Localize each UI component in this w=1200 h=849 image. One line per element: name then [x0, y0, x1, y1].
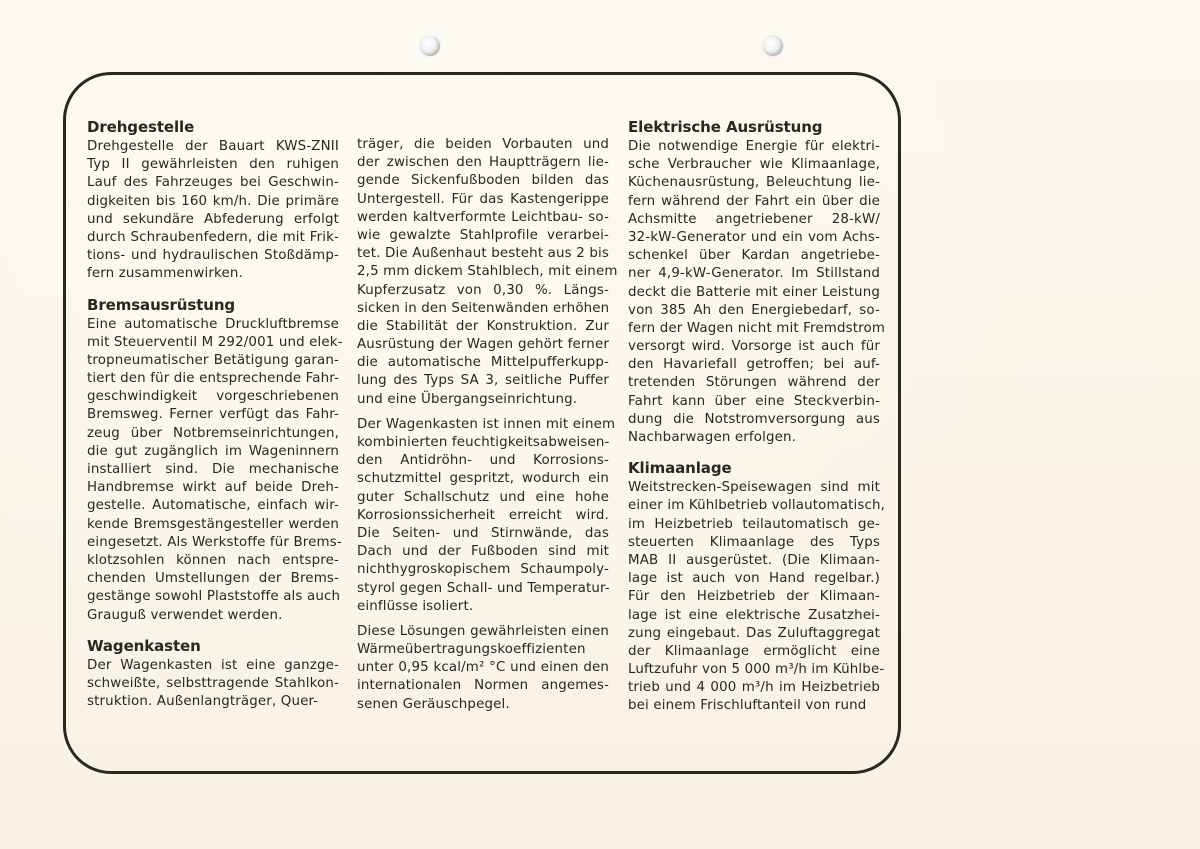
section	[87, 637, 339, 712]
text-line: guter Schallschutz und eine hohe	[357, 489, 609, 505]
text-line: Die Seiten- und Stirnwände, das	[357, 525, 609, 541]
text-line: Luftzufuhr von 5 000 m³/h im Kühlbe-	[628, 662, 885, 678]
text-line: der Klimaanlage ermöglicht eine	[628, 643, 880, 659]
paragraph	[357, 136, 618, 409]
text-line: Wärmeübertragungskoeffizienten	[357, 642, 586, 658]
text-line: steuerten Klimaanlage des Typs	[628, 534, 880, 550]
text-line: deckt die Batterie mit einer Leistung	[628, 284, 880, 300]
text-line: gende Sickenfußboden bilden das	[357, 173, 609, 189]
text-line: versorgt wird. Vorsorge ist auch für	[628, 339, 880, 355]
text-line: Achsmitte angetriebener 28-kW/	[628, 211, 880, 227]
text-line: tropneumatischer Betätigung garan-	[87, 352, 339, 368]
paragraph	[357, 623, 609, 714]
section-heading: Wagenkasten	[87, 636, 201, 655]
text-line: fern der Wagen nicht mit Fremdstrom	[628, 320, 886, 336]
text-line: 32-kW-Generator und ein vom Achs-	[628, 229, 880, 245]
text-line: Diese Lösungen gewährleisten einen	[357, 623, 609, 639]
column-1	[87, 118, 343, 711]
text-line: lung des Typs SA 3, seitliche Puffer	[357, 373, 609, 389]
text-line: Lauf des Fahrzeuges bei Geschwin-	[87, 175, 339, 191]
text-line: die gut zugänglich im Wageninnern	[87, 443, 339, 459]
text-line: struktion. Außenlangträger, Quer-	[87, 694, 319, 710]
text-line: Küchenausrüstung, Beleuchtung lie-	[628, 175, 880, 191]
paragraph	[628, 479, 886, 715]
paragraph	[87, 316, 343, 625]
text-line: digkeiten bis 160 km/h. Die primäre	[87, 193, 339, 209]
text-line: Typ II gewährleisten den ruhigen	[87, 157, 339, 173]
text-line: Weitstrecken-Speisewagen sind mit	[628, 480, 880, 496]
section	[87, 118, 339, 284]
text-line: trieb und 4 000 m³/h im Heizbetrieb	[628, 680, 880, 696]
text-line: dung die Notstromversorgung aus	[628, 411, 880, 427]
text-line: Nachbarwagen erfolgen.	[628, 430, 797, 445]
punch-hole-right	[763, 36, 783, 56]
text-line: gestänge sowohl Plaststoffe als auch	[87, 589, 341, 605]
text-line: eingesetzt. Als Werkstoffe für Brems-	[87, 534, 342, 550]
text-line: sicken in den Seitenwänden erhöhen	[357, 300, 610, 316]
section-spacer	[628, 447, 880, 459]
text-line: und sekundäre Abfederung erfolgt	[87, 211, 339, 227]
section-spacer	[357, 616, 609, 623]
text-line: einflüsse isoliert.	[357, 598, 474, 614]
section-heading: Klimaanlage	[628, 459, 732, 478]
section-spacer	[87, 284, 339, 296]
text-line: die automatische Mittelpufferkupp-	[357, 355, 609, 371]
text-line: träger, die beiden Vorbauten und	[357, 137, 609, 152]
text-line: wie gewalzte Stahlprofile verarbei-	[357, 227, 609, 243]
text-line: fern während der Fahrt ein über die	[628, 193, 880, 209]
section-spacer	[87, 625, 339, 637]
text-line: den Havariefall getroffen; bei auf-	[628, 357, 880, 373]
text-line: Untergestell. Für das Kastengerippe	[357, 191, 609, 207]
paragraph-block	[357, 136, 618, 409]
text-line: tet. Die Außenhaut besteht aus 2 bis	[357, 246, 609, 262]
text-line: lage ist eine elektrische Zusatzhei-	[628, 607, 880, 623]
punch-hole-left	[420, 36, 440, 56]
text-line: werden kaltverformte Leichtbau- so-	[357, 209, 609, 225]
text-line: schenkel über Kardan angetriebe-	[628, 248, 880, 264]
text-line: Grauguß verwendet werden.	[87, 607, 283, 623]
text-line: kende Bremsgestängesteller werden	[87, 516, 339, 532]
text-line: und eine Übergangseinrichtung.	[357, 391, 578, 407]
text-line: ner 4,9-kW-Generator. Im Stillstand	[628, 266, 880, 282]
section	[87, 295, 343, 625]
section	[628, 459, 886, 715]
text-line: von 385 Ah den Energiebedarf, so-	[628, 302, 880, 318]
text-line: schutzmittel gespritzt, wodurch ein	[357, 471, 609, 487]
text-line: gestelle. Automatische, einfach wir-	[87, 498, 339, 514]
section-heading: Elektrische Ausrüstung	[628, 118, 823, 136]
text-line: Bremsweg. Ferner verfügt das Fahr-	[87, 407, 339, 423]
paragraph	[87, 138, 339, 284]
text-line: unter 0,95 kcal/m² °C und einen den	[357, 660, 609, 676]
section-heading: Bremsausrüstung	[87, 295, 236, 314]
text-line: 2,5 mm dickem Stahlblech, mit einem	[357, 264, 618, 280]
text-line: durch Schraubenfedern, die mit Frik-	[87, 229, 339, 245]
text-line: bei einem Frischluftanteil von rund	[628, 698, 867, 714]
section	[628, 118, 886, 447]
paragraph	[357, 416, 616, 616]
text-line: Ausrüstung der Wagen gehört ferner	[357, 337, 609, 353]
text-line: den Antidröhn- und Korrosions-	[357, 453, 609, 469]
section-heading: Drehgestelle	[87, 118, 195, 136]
text-line: Korrosionssicherheit erreicht wird.	[357, 507, 609, 523]
text-line: tretenden Störungen während der	[628, 375, 880, 391]
text-line: MAB II ausgerüstet. (Die Klimaan-	[628, 552, 880, 568]
text-line: einer im Kühlbetrieb vollautomatisch,	[628, 498, 886, 514]
section-spacer	[357, 409, 609, 416]
text-line: Eine automatische Druckluftbremse	[87, 316, 339, 332]
text-line: Die notwendige Energie für elektri-	[628, 139, 880, 154]
paragraph	[628, 138, 886, 447]
text-line: Fahrt kann über eine Steckverbin-	[628, 393, 880, 409]
text-line: tions- und hydraulischen Stoßdämp-	[87, 248, 339, 264]
text-line: mit Steuerventil M 292/001 und elek-	[87, 334, 343, 350]
column-2	[357, 136, 618, 714]
text-line: senen Geräuschpegel.	[357, 696, 510, 712]
text-line: der zwischen den Hauptträgern lie-	[357, 155, 609, 171]
text-line: Der Wagenkasten ist innen mit einem	[357, 416, 616, 432]
text-line: Drehgestelle der Bauart KWS-ZNII	[87, 139, 339, 154]
text-line: schweißte, selbsttragende Stahlkon-	[87, 675, 339, 691]
text-line: geschwindigkeit vorgeschriebenen	[87, 389, 339, 405]
text-line: fern zusammenwirken.	[87, 266, 243, 282]
text-line: lage ist auch von Hand regelbar.)	[628, 571, 880, 587]
text-line: die Stabilität der Konstruktion. Zur	[357, 318, 609, 334]
text-line: Kupferzusatz von 0,30 %. Längs-	[357, 282, 609, 298]
text-line: internationalen Normen angemes-	[357, 678, 609, 694]
paragraph-block	[357, 416, 616, 616]
text-line: chenden Umstellungen der Brems-	[87, 571, 339, 587]
text-line: installiert sind. Die mechanische	[87, 462, 339, 477]
paragraph	[87, 657, 339, 712]
text-line: styrol gegen Schall- und Temperatur-	[357, 580, 610, 596]
text-line: klotzsohlen können nach entspre-	[87, 552, 339, 568]
text-line: kombinierten feuchtigkeitsabweisen-	[357, 435, 610, 450]
text-line: Für den Heizbetrieb der Klimaan-	[628, 589, 880, 605]
text-line: im Heizbetrieb teilautomatisch ge-	[628, 516, 880, 532]
text-line: tiert den für die entsprechende Fahr-	[87, 371, 340, 387]
paragraph-block	[357, 623, 609, 714]
column-3	[628, 118, 886, 716]
text-line: zeug über Notbremseinrichtungen,	[87, 425, 339, 441]
text-line: Dach und der Fußboden sind mit	[357, 544, 609, 560]
text-line: Handbremse wirkt auf beide Dreh-	[87, 480, 339, 496]
text-line: Der Wagenkasten ist eine ganzge-	[87, 657, 339, 673]
text-line: nichthygroskopischem Schaumpoly-	[357, 562, 609, 578]
text-line: sche Verbraucher wie Klimaanlage,	[628, 157, 880, 173]
text-line: zung eingebaut. Das Zuluftaggregat	[628, 625, 880, 641]
